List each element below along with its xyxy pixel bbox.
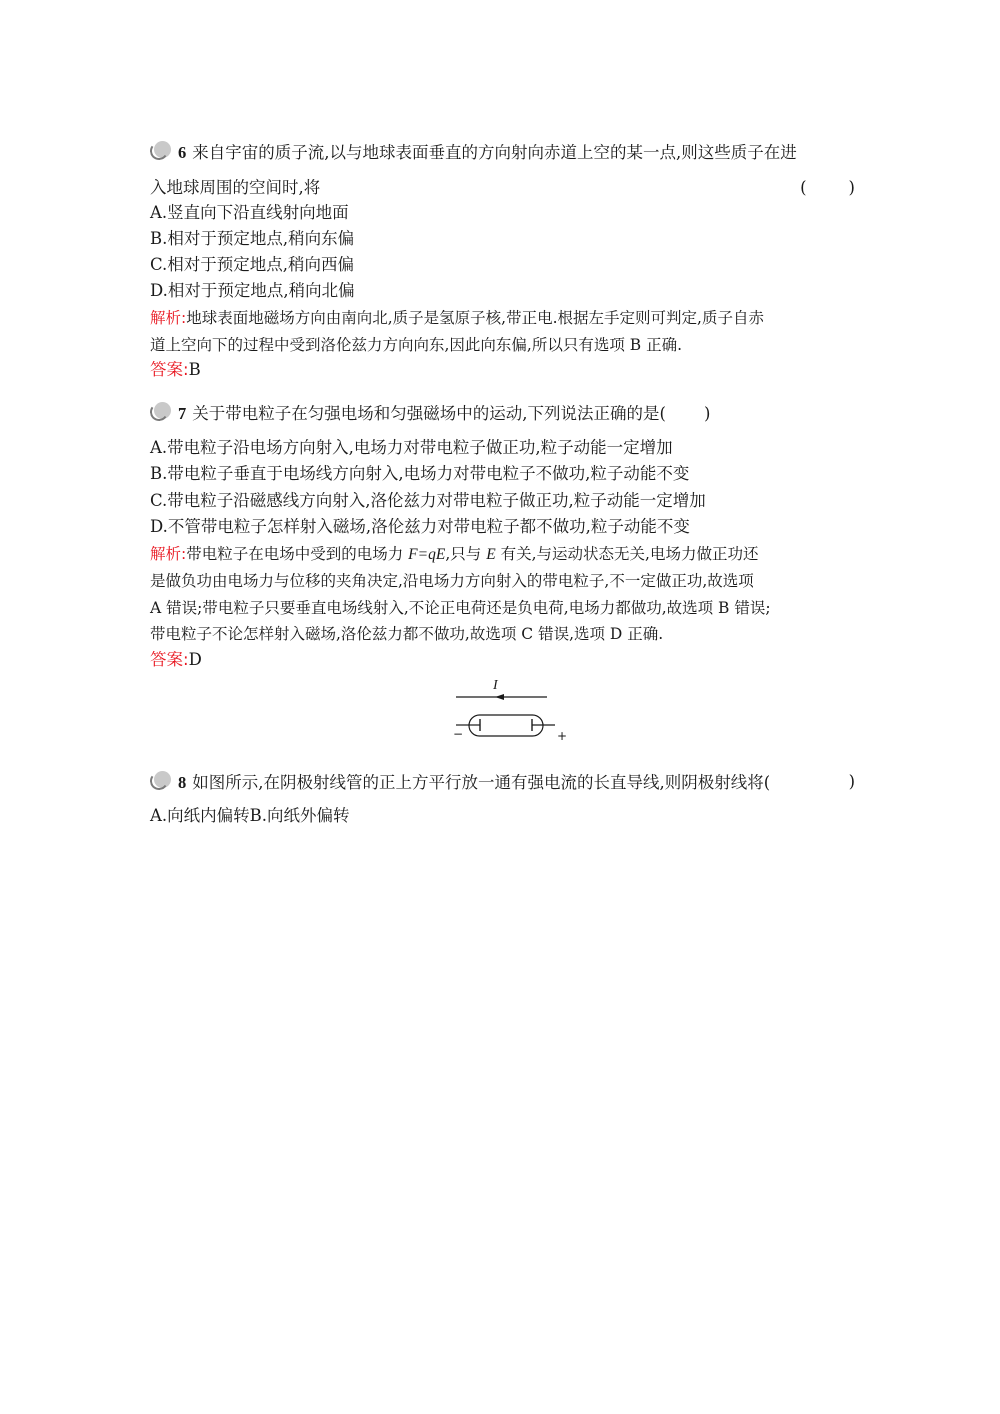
question-number: 8 <box>178 773 187 792</box>
analysis-line: A 错误;带电粒子只要垂直电场线射入,不论正电荷还是负电荷,电场力都做功,故选项 B 错误; <box>150 599 771 617</box>
option-a: A.带电粒子沿电场方向射入,电场力对带电粒子做正功,粒子动能一定增加 <box>150 438 673 457</box>
question-8-stem <box>150 771 855 794</box>
analysis-label: 解析: <box>150 309 187 327</box>
option-b: B.相对于预定地点,稍向东偏 <box>150 229 355 248</box>
analysis-line: 是做负功由电场力与位移的夹角决定,沿电场力方向射入的带电粒子,不一定做正功,故选项 <box>150 572 754 590</box>
analysis-line <box>150 307 764 329</box>
question-text: 如图所示,在阴极射线管的正上方平行放一通有强电流的长直导线,则阴极射线将( <box>192 773 771 792</box>
answer-line <box>150 649 202 671</box>
answer-bracket-close: ) <box>848 772 855 791</box>
option-b: B.带电粒子垂直于电场线方向射入,电场力对带电粒子不做功,粒子动能不变 <box>150 464 690 483</box>
analysis-text: 有关,与运动状态无关,电场力做正功还 <box>495 545 759 563</box>
minus-label: − <box>453 727 464 741</box>
formula-variable: E <box>486 546 496 563</box>
cathode-ray-tube-diagram <box>440 675 570 745</box>
formula: F=qE <box>408 546 446 563</box>
option-c: C.带电粒子沿磁感线方向射入,洛伦兹力对带电粒子做正功,粒子动能一定增加 <box>150 491 706 510</box>
analysis-text: 地球表面地磁场方向由南向北,质子是氢原子核,带正电.根据左手定则可判定,质子自赤 <box>186 309 764 327</box>
analysis-line: 带电粒子不论怎样射入磁场,洛伦兹力都不做功,故选项 C 错误,选项 D 正确. <box>150 625 664 643</box>
analysis-line <box>150 543 758 566</box>
question-number: 6 <box>178 143 187 162</box>
analysis-line: 道上空向下的过程中受到洛伦兹力方向向东,因此向东偏,所以只有选项 B 正确. <box>150 336 683 354</box>
question-bullet-icon <box>150 402 176 422</box>
current-arrow-icon <box>495 694 504 700</box>
question-bullet-icon <box>150 771 176 791</box>
option-a: A.竖直向下沿直线射向地面 <box>150 203 349 222</box>
current-label: I <box>493 678 498 693</box>
answer-line <box>150 359 201 381</box>
question-text: 关于带电粒子在匀强电场和匀强磁场中的运动,下列说法正确的是( <box>192 404 666 423</box>
question-7-stem <box>150 402 710 425</box>
answer-label: 答案: <box>150 650 189 669</box>
option-d: D.相对于预定地点,稍向北偏 <box>150 281 355 300</box>
question-bullet-icon <box>150 141 176 161</box>
analysis-label: 解析: <box>150 545 187 563</box>
question-text: 来自宇宙的质子流,以与地球表面垂直的方向射向赤道上空的某一点,则这些质子在进 <box>192 143 797 162</box>
answer-value: D <box>188 650 202 669</box>
question-text: 入地球周围的空间时,将 <box>150 178 321 197</box>
question-6-stem-line2 <box>150 177 855 199</box>
option-d: D.不管带电粒子怎样射入磁场,洛伦兹力对带电粒子都不做功,粒子动能不变 <box>150 517 690 536</box>
plus-label: + <box>557 729 568 743</box>
question-number: 7 <box>178 404 187 423</box>
analysis-text: ,只与 <box>445 545 487 563</box>
option-c: C.相对于预定地点,稍向西偏 <box>150 255 355 274</box>
option-inline: A.向纸内偏转B.向纸外偏转 <box>150 806 350 825</box>
diagram-svg <box>440 675 570 745</box>
question-6-stem-line1 <box>150 141 797 164</box>
answer-bracket-close: ) <box>703 404 711 423</box>
answer-bracket: ( ) <box>800 178 855 197</box>
analysis-text: 带电粒子在电场中受到的电场力 <box>186 545 409 563</box>
answer-value: B <box>188 360 201 379</box>
answer-label: 答案: <box>150 360 189 379</box>
